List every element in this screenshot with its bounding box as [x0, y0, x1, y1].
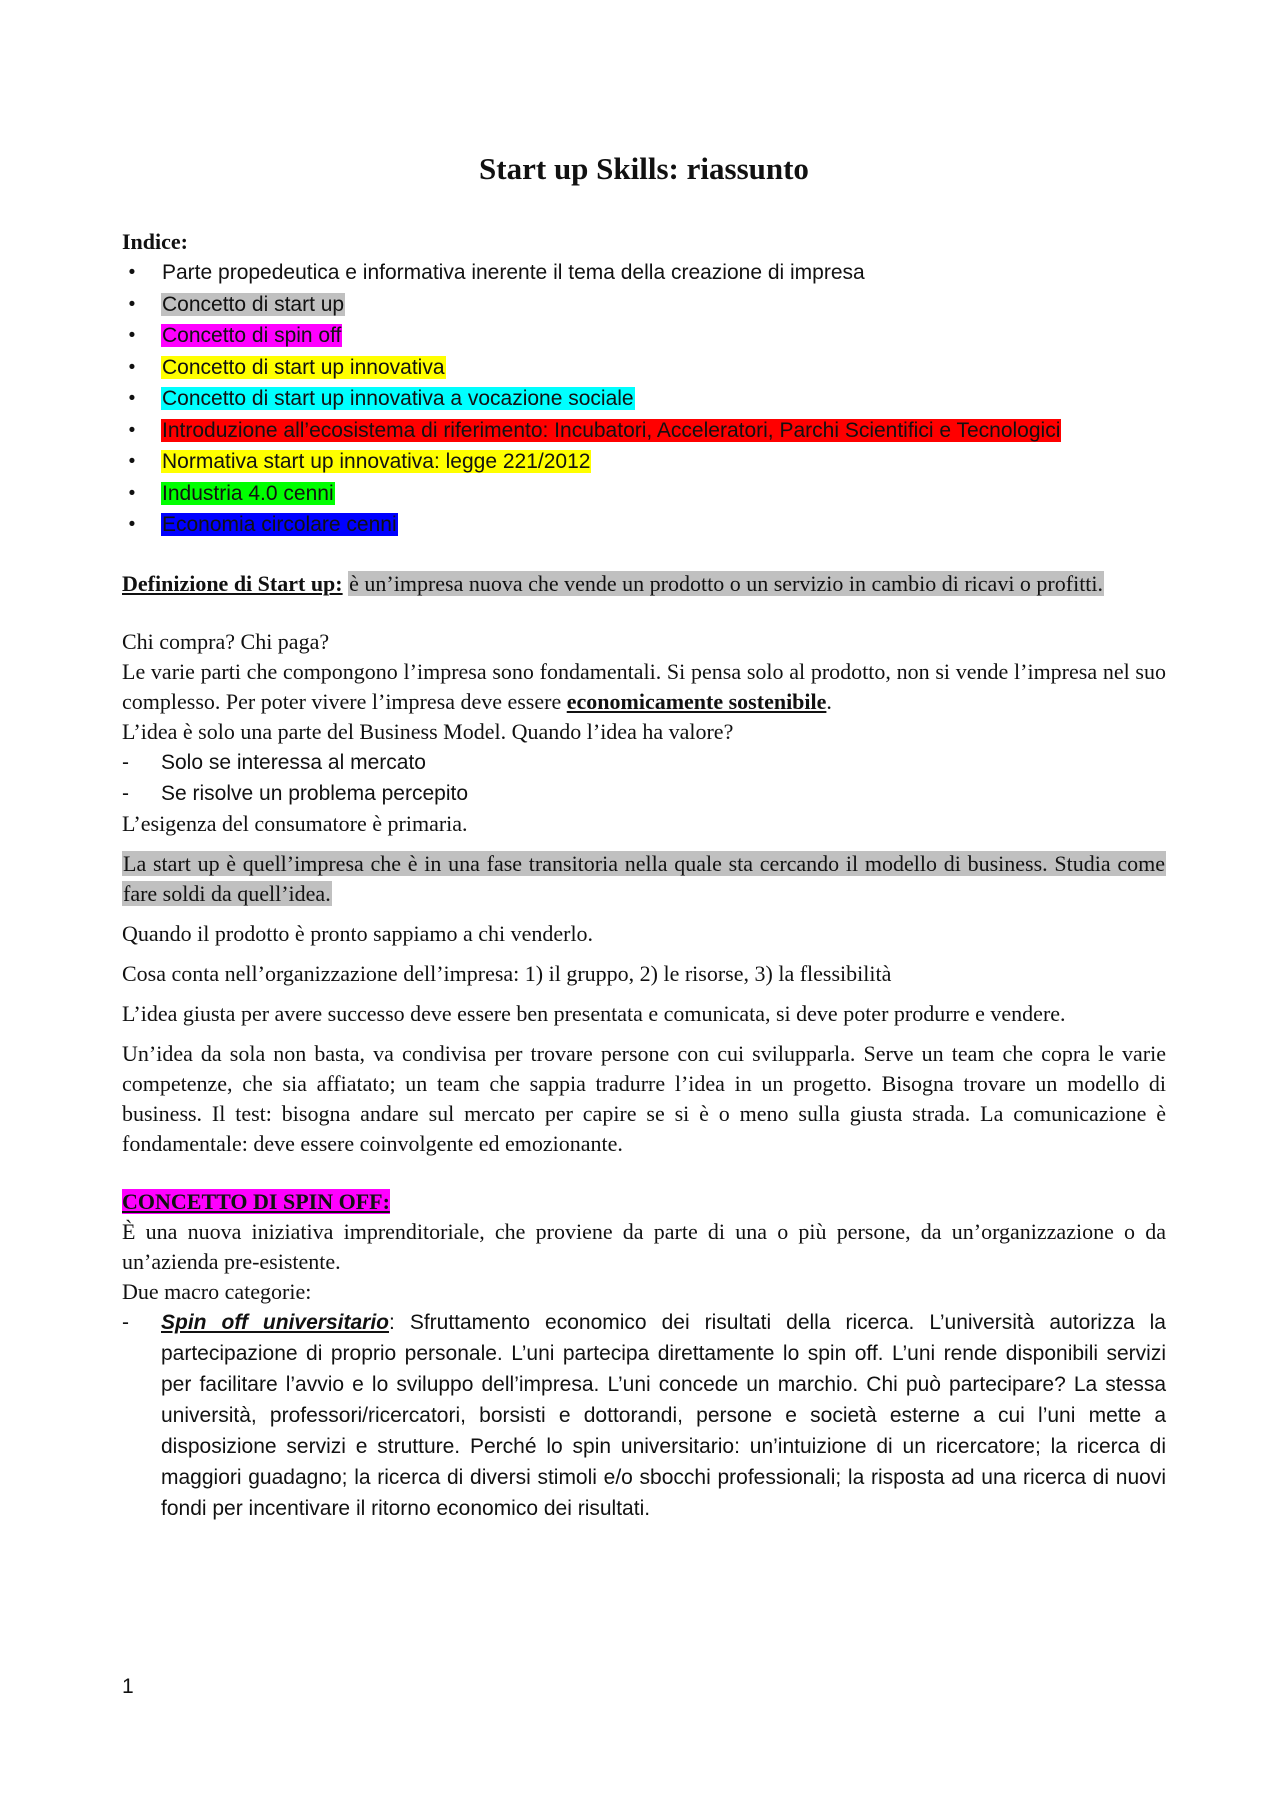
paragraph-idea: L’idea è solo una parte del Business Model. Quando l’idea ha valore?: [122, 718, 734, 744]
paragraph-parts-end: .: [826, 688, 832, 714]
paragraph-questions: Chi compra? Chi paga?: [122, 628, 330, 654]
paragraph-startup-transitional: [122, 849, 1166, 909]
spin-off-university-text: : Sfruttamento economico dei risultati della ricerca. L’università autorizza la partecipazione di proprio personale. L’uni partecipa direttamente lo spin off. L’uni rende disponibili servizi per facilitare l’avvio e lo sviluppo dell’impresa. L’uni concede un marchio. Chi può partecipare? La stessa università, professori/ricercatori, borsisti e dottorandi, persone e società esterne a cui l’uni mette a disposizione servizi e strutture. Perché lo spin universitario: un’intuizione di un ricercatore; la ricerca di maggiori guadagno; la ricerca di diversi stimoli e/o sbocchi professionali; la risposta ad una ricerca di nuovi fondi per incentivare il ritorno economico dei risultati.: [161, 1310, 1166, 1520]
bullet-marker: •: [128, 482, 136, 504]
list-item-text: Solo se interessa al mercato: [161, 750, 426, 774]
toc-item-text: Economia circolare cenni: [162, 513, 397, 537]
bullet-marker: •: [128, 451, 136, 473]
toc-item: [122, 478, 1166, 510]
bullet-marker: •: [128, 356, 136, 378]
spacer: [122, 839, 1166, 849]
dash-marker: -: [122, 781, 129, 805]
paragraph-organization: Cosa conta nell’organizzazione dell’impresa: 1) il gruppo, 2) le risorse, 3) la flessibilità: [122, 960, 892, 986]
spacer: [122, 909, 1166, 919]
spacer: [122, 1159, 1166, 1187]
definition-text: è un’impresa nuova che vende un prodotto o un servizio in cambio di ricavi o profitti.: [349, 570, 1104, 596]
paragraph-consumer-need: L’esigenza del consumatore è primaria.: [122, 810, 468, 836]
paragraph-parts-text: Le varie parti che compongono l’impresa sono fondamentali. Si pensa solo al prodotto, non si vende l’impresa nel suo complesso. Per poter vivere l’impresa deve essere: [122, 658, 1166, 714]
toc-item-text: Parte propedeutica e informativa inerente il tema della creazione di impresa: [162, 261, 865, 285]
highlighted-text: La start up è quell’impresa che è in una fase transitoria nella quale sta cercando il modello di business. Studia come fare soldi da quell’idea.: [123, 850, 1165, 906]
list-item: [122, 1307, 1166, 1524]
list-item: [122, 778, 1166, 809]
dash-marker: -: [122, 750, 129, 774]
paragraph-spin-off-definition: È una nuova iniziativa imprenditoriale, che proviene da parte di una o più persone, da un’organizzazione o da un’azienda pre-esistente.: [122, 1218, 1166, 1274]
paragraph-categories: Due macro categorie:: [122, 1278, 312, 1304]
page-number: 1: [122, 1675, 134, 1698]
toc-item-text: Concetto di start up innovativa: [162, 355, 445, 379]
index-label: Indice:: [122, 229, 188, 255]
dash-marker: -: [122, 1310, 129, 1334]
paragraph-parts: [122, 657, 1166, 717]
paragraph-team: Un’idea da sola non basta, va condivisa per trovare persone con cui svilupparla. Serve un team che copra le varie competenze, che sia affiatato; un team che sappia tradurre l’idea in un progetto. Bisogna trovare un modello di business. Il test: bisogna andare sul mercato per capire se si è o meno sulla giusta strada. La comunicazione è fondamentale: deve essere coinvolgente ed emozionante.: [122, 1040, 1166, 1156]
toc-item-text: Industria 4.0 cenni: [162, 481, 334, 505]
spacer: [122, 599, 1166, 627]
toc-item: [122, 257, 1166, 289]
paragraph-right-idea: L’idea giusta per avere successo deve essere ben presentata e comunicata, si deve poter produrre e vendere.: [122, 1000, 1066, 1026]
spacer: [122, 949, 1166, 959]
toc-item: [122, 446, 1166, 478]
toc-item-text: Introduzione all’ecosistema di riferimento: Incubatori, Acceleratori, Parchi Scientifici e Tecnologici: [162, 418, 1061, 442]
toc-item-text: Normativa start up innovativa: legge 221/2012: [162, 450, 591, 474]
bullet-marker: •: [128, 293, 136, 315]
bullet-marker: •: [128, 419, 136, 441]
economically-sustainable-emphasis: economicamente sostenibile: [566, 688, 827, 714]
bullet-marker: •: [128, 514, 136, 536]
bullet-marker: •: [128, 388, 136, 410]
toc-item: [122, 509, 1166, 541]
document-content: [122, 150, 1166, 1524]
definition-paragraph: [122, 569, 1166, 599]
table-of-contents: [122, 257, 1166, 541]
toc-item: [122, 383, 1166, 415]
spin-off-heading-line: [122, 1187, 1166, 1217]
toc-item-text: Concetto di start up innovativa a vocazione sociale: [162, 387, 634, 411]
toc-item: [122, 352, 1166, 384]
bullet-marker: •: [128, 262, 136, 284]
spin-off-heading: CONCETTO DI SPIN OFF:: [122, 1188, 390, 1214]
document-title: Start up Skills: riassunto: [479, 151, 809, 186]
spin-off-university-label: Spin off universitario: [161, 1310, 389, 1334]
spin-off-categories-list: [122, 1307, 1166, 1524]
list-item-text: Se risolve un problema percepito: [161, 781, 469, 805]
toc-item-text: Concetto di spin off: [162, 324, 342, 348]
toc-item: [122, 320, 1166, 352]
toc-item-text: Concetto di start up: [162, 292, 345, 316]
spacer: [122, 989, 1166, 999]
bullet-marker: •: [128, 325, 136, 347]
idea-value-list: [122, 747, 1166, 809]
toc-item: [122, 415, 1166, 447]
paragraph-product-ready: Quando il prodotto è pronto sappiamo a chi venderlo.: [122, 920, 594, 946]
list-item: [122, 747, 1166, 778]
spacer: [122, 1029, 1166, 1039]
definition-label: Definizione di Start up:: [122, 570, 343, 596]
spacer: [122, 541, 1166, 569]
toc-item: [122, 289, 1166, 321]
